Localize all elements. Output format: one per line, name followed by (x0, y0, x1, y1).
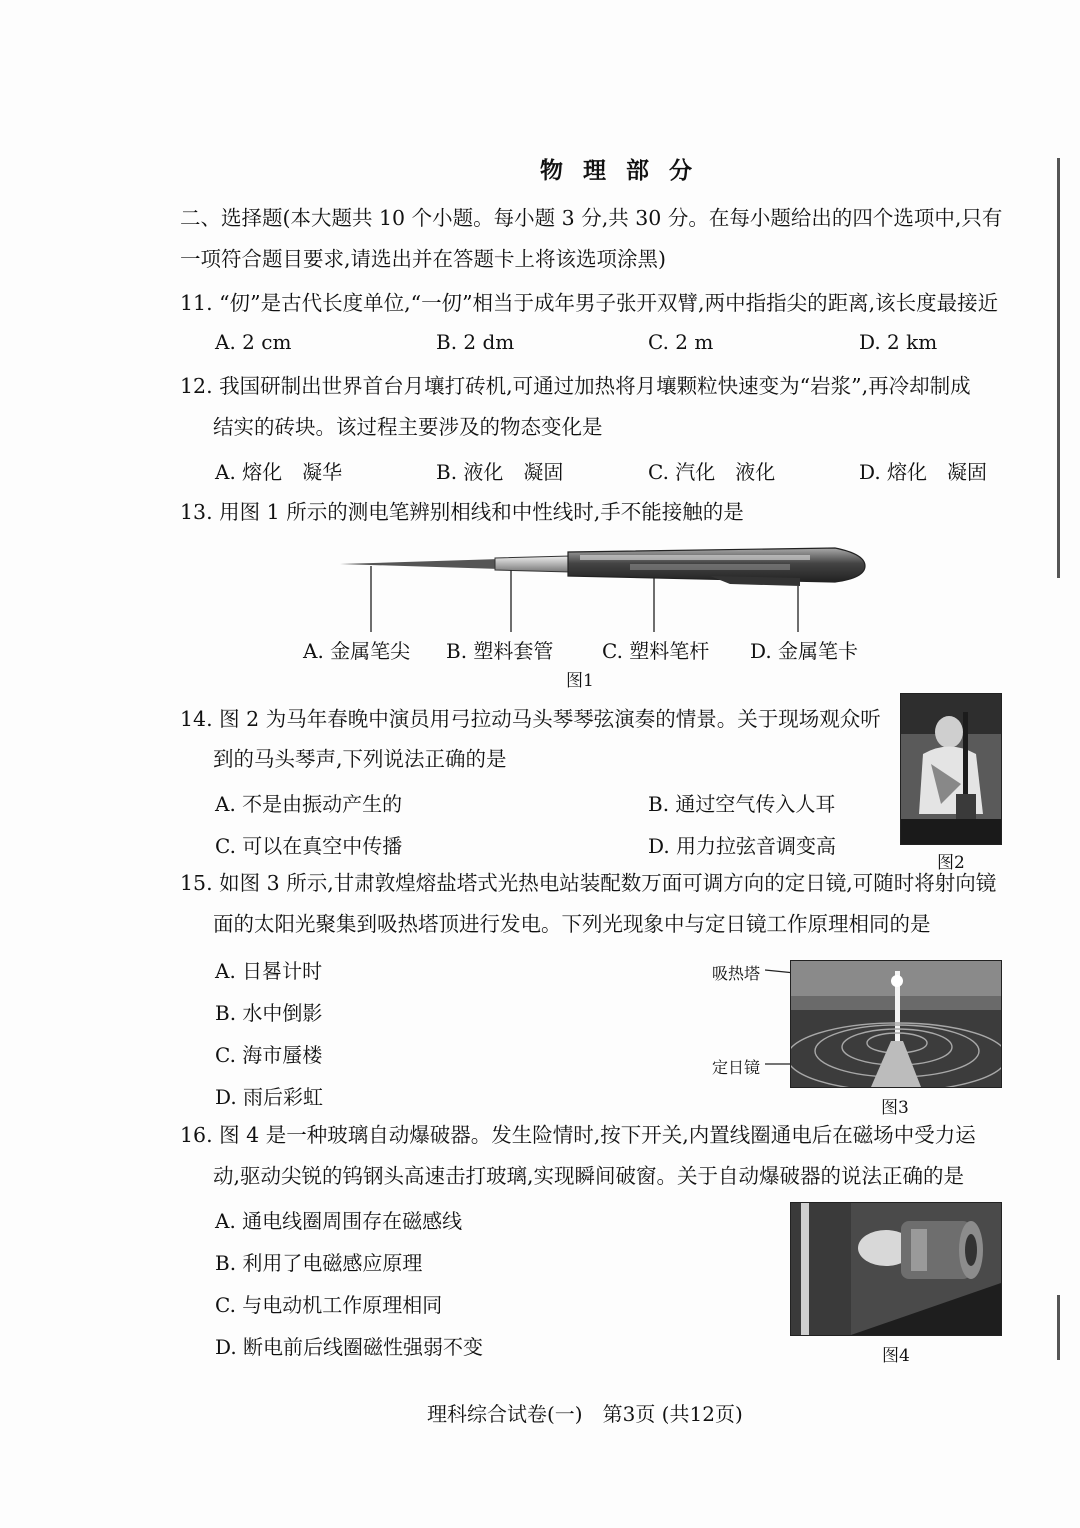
margin-binding-line-lower (1057, 1295, 1060, 1360)
q12-option-d: D. 熔化 凝固 (859, 460, 988, 484)
q12-option-a: A. 熔化 凝华 (215, 460, 343, 484)
section-heading-line2: 一项符合题目要求,请选出并在答题卡上将该选项涂黑) (180, 247, 667, 271)
q15-option-d: D. 雨后彩虹 (215, 1085, 324, 1109)
figure1-caption: 图1 (566, 671, 594, 691)
q12-option-c: C. 汽化 液化 (648, 460, 776, 484)
figure4-glass-breaker-photo (790, 1202, 1002, 1336)
figure2-morin-khuur-photo (900, 693, 1002, 845)
q16-option-b: B. 利用了电磁感应原理 (215, 1251, 423, 1275)
figure1-label-d: D. 金属笔卡 (750, 639, 859, 663)
q14-option-b: B. 通过空气传入人耳 (648, 792, 836, 816)
q16-option-c: C. 与电动机工作原理相同 (215, 1293, 443, 1317)
q16-option-d: D. 断电前后线圈磁性强弱不变 (215, 1335, 484, 1359)
figure1-label-a: A. 金属笔尖 (303, 639, 411, 663)
q14-option-c: C. 可以在真空中传播 (215, 834, 403, 858)
q15-option-a: A. 日晷计时 (215, 959, 323, 983)
q13-stem: 13. 用图 1 所示的测电笔辨别相线和中性线时,手不能接触的是 (180, 500, 744, 524)
q15-stem-line2: 面的太阳光聚集到吸热塔顶进行发电。下列光现象中与定日镜工作原理相同的是 (213, 912, 931, 936)
q15-stem-line1: 15. 如图 3 所示,甘肃敦煌熔盐塔式光热电站装配数万面可调方向的定日镜,可随时将射向镜 (180, 871, 997, 895)
q15-option-c: C. 海市蜃楼 (215, 1043, 323, 1067)
margin-binding-line (1057, 158, 1060, 578)
figure3-label-mirror: 定日镜 (712, 1058, 761, 1077)
pen-sleeve (495, 556, 570, 572)
q12-stem-line2: 结实的砖块。该过程主要涉及的物态变化是 (213, 415, 603, 439)
section-heading-line1: 二、选择题(本大题共 10 个小题。每小题 3 分,共 30 分。在每小题给出的四个选项中,只有 (180, 206, 1003, 230)
q11-option-b: B. 2 dm (436, 330, 515, 354)
q16-stem-line1: 16. 图 4 是一种玻璃自动爆破器。发生险情时,按下开关,内置线圈通电后在磁场中受力运 (180, 1123, 976, 1147)
q12-stem-line1: 12. 我国研制出世界首台月壤打砖机,可通过加热将月壤颗粒快速变为“岩浆”,再冷却制成 (180, 374, 971, 398)
q11-option-a: A. 2 cm (215, 330, 292, 354)
figure3-solar-plant-photo (790, 960, 1002, 1088)
page-footer: 理科综合试卷(一) 第3页 (共12页) (427, 1402, 743, 1426)
pen-metal-tip (340, 559, 500, 569)
q11-stem: 11. “仞”是古代长度单位,“一仞”相当于成年男子张开双臂,两中指指尖的距离,该长度最接近 (180, 291, 999, 315)
q14-stem-line1: 14. 图 2 为马年春晚中演员用弓拉动马头琴琴弦演奏的情景。关于现场观众听 (180, 707, 881, 731)
figure4-caption: 图4 (882, 1346, 910, 1366)
q11-option-d: D. 2 km (859, 330, 938, 354)
q12-option-b: B. 液化 凝固 (436, 460, 564, 484)
q16-stem-line2: 动,驱动尖锐的钨钢头高速击打玻璃,实现瞬间破窗。关于自动爆破器的说法正确的是 (213, 1164, 965, 1188)
figure3-label-tower: 吸热塔 (712, 964, 761, 983)
figure2-caption: 图2 (937, 853, 965, 873)
q14-option-a: A. 不是由振动产生的 (215, 792, 403, 816)
q11-option-c: C. 2 m (648, 330, 714, 354)
figure1-label-c: C. 塑料笔杆 (602, 639, 710, 663)
figure3-caption: 图3 (881, 1098, 909, 1118)
q15-option-b: B. 水中倒影 (215, 1001, 323, 1025)
figure1-test-pen (330, 540, 890, 635)
q16-option-a: A. 通电线圈周围存在磁感线 (215, 1209, 463, 1233)
q14-option-d: D. 用力拉弦音调变高 (648, 834, 837, 858)
page-title: 物 理 部 分 (540, 157, 699, 184)
q14-stem-line2: 到的马头琴声,下列说法正确的是 (213, 747, 507, 771)
figure1-label-b: B. 塑料套管 (446, 639, 554, 663)
